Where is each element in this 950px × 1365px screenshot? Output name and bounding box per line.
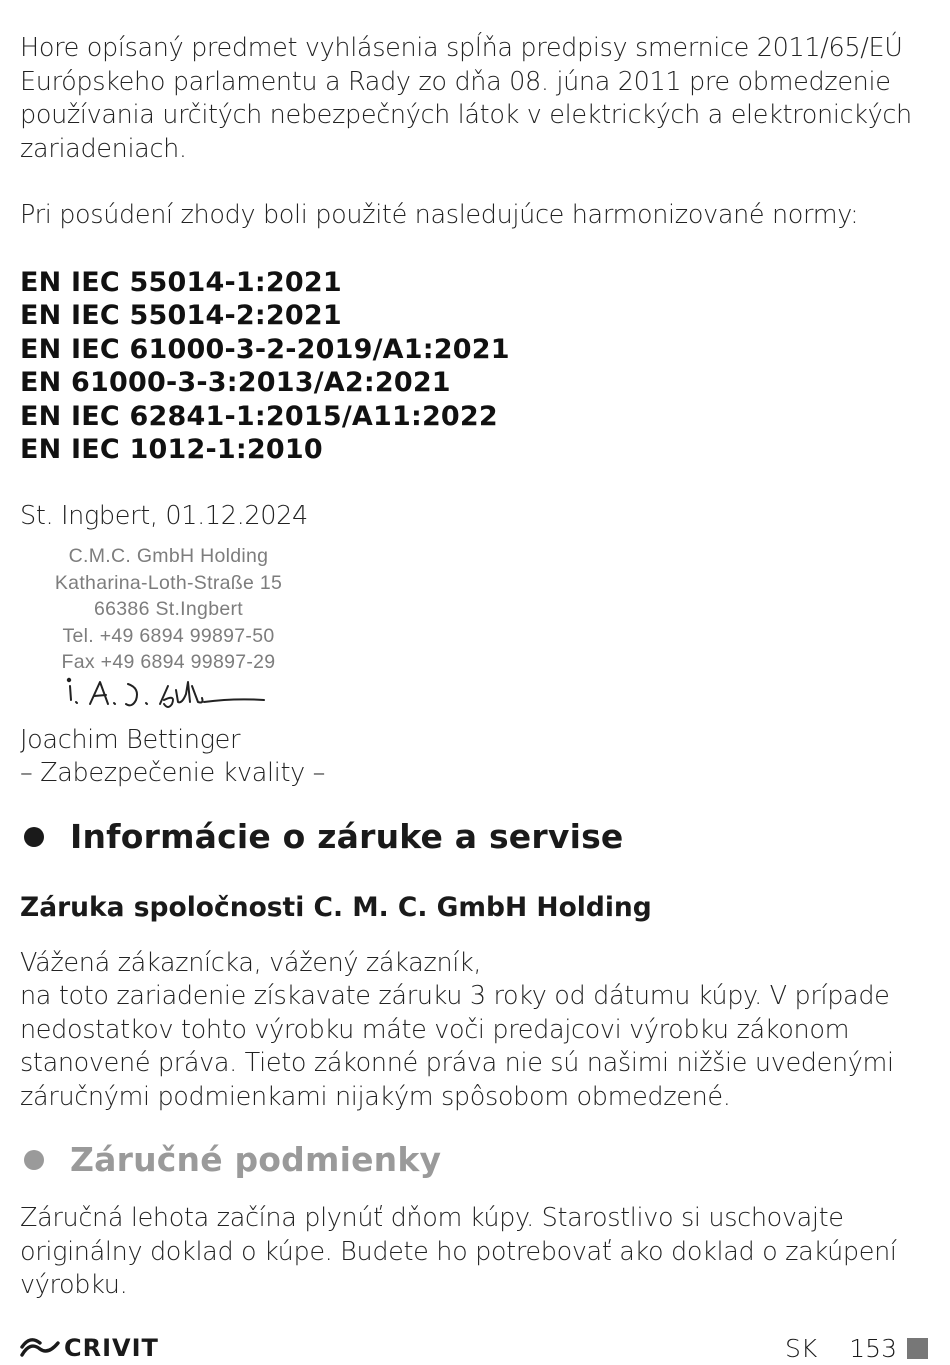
norms-intro: Pri posúdení zhody boli použité nasledujúce harmonizované normy: xyxy=(20,200,859,230)
crivit-wave-icon xyxy=(20,1337,60,1359)
language-code: SK xyxy=(785,1333,818,1363)
warranty-heading: Informácie o záruke a servise xyxy=(70,816,624,856)
page-number: 153 xyxy=(849,1333,897,1363)
signer-name: Joachim Bettinger xyxy=(20,724,241,755)
bullet-icon xyxy=(24,1150,44,1170)
handwritten-signature xyxy=(64,676,304,716)
norm-item: EN 61000-3-3:2013/A2:2021 xyxy=(20,367,451,398)
stamp-line: Fax +49 6894 99897-29 xyxy=(61,651,276,673)
warranty-subheading: Záruka spoločnosti C. M. C. GmbH Holding xyxy=(20,891,652,923)
stamp-line: Tel. +49 6894 99897-50 xyxy=(62,624,275,647)
norm-item: EN IEC 55014-2:2021 xyxy=(20,300,342,331)
company-stamp xyxy=(26,543,311,676)
norms-list xyxy=(20,266,925,467)
bullet-icon xyxy=(24,827,44,847)
norm-item: EN IEC 55014-1:2021 xyxy=(20,266,342,298)
conditions-heading: Záručné podmienky xyxy=(70,1140,442,1179)
crivit-logo xyxy=(20,1333,159,1363)
norm-item: EN IEC 61000-3-2-2019/A1:2021 xyxy=(20,333,510,365)
page-marker-square-icon xyxy=(907,1338,928,1359)
stamp-line: C.M.C. GmbH Holding xyxy=(68,545,269,567)
stamp-line: Katharina-Loth-Straße 15 xyxy=(54,571,283,594)
signer-role: – Zabezpečenie kvality – xyxy=(20,758,326,788)
warranty-section-heading xyxy=(20,817,925,857)
norm-item: EN IEC 1012-1:2010 xyxy=(20,434,323,465)
conditions-section-heading xyxy=(20,1140,925,1180)
warranty-body: na toto zariadenie získavate záruku 3 roky od dátumu kúpy. V prípade nedostatkov tohto výrobku máte voči predajcovi výrobku zákonom stanovené práva. Tieto zákonné práva nie sú našimi nižšie uvedenými záručnými podmienkami nijakým spôsobom obmedzené. xyxy=(20,981,894,1112)
page-footer xyxy=(20,1331,928,1365)
stamp-line: 66386 St.Ingbert xyxy=(94,598,243,620)
document-page xyxy=(20,32,925,1303)
conditions-body: Záručná lehota začína plynúť dňom kúpy. Starostlivo si uschovajte originálny doklad o kúpe. Budete ho potrebovať ako doklad o zakúpení výrobku. xyxy=(20,1203,897,1300)
brand-name: CRIVIT xyxy=(64,1334,159,1362)
place-date: St. Ingbert, 01.12.2024 xyxy=(20,500,308,531)
norm-item: EN IEC 62841-1:2015/A11:2022 xyxy=(20,400,498,432)
declaration-intro: Hore opísaný predmet vyhlásenia spĺňa predpisy smernice 2011/65/EÚ Európskeho parlamentu a Rady zo dňa 08. júna 2011 pre obmedzenie používania určitých nebezpečných látok v elektrických a elektronických zariadeniach. xyxy=(20,33,912,164)
warranty-greeting: Vážená zákaznícka, vážený zákazník, xyxy=(20,947,482,978)
page-info xyxy=(785,1334,928,1363)
